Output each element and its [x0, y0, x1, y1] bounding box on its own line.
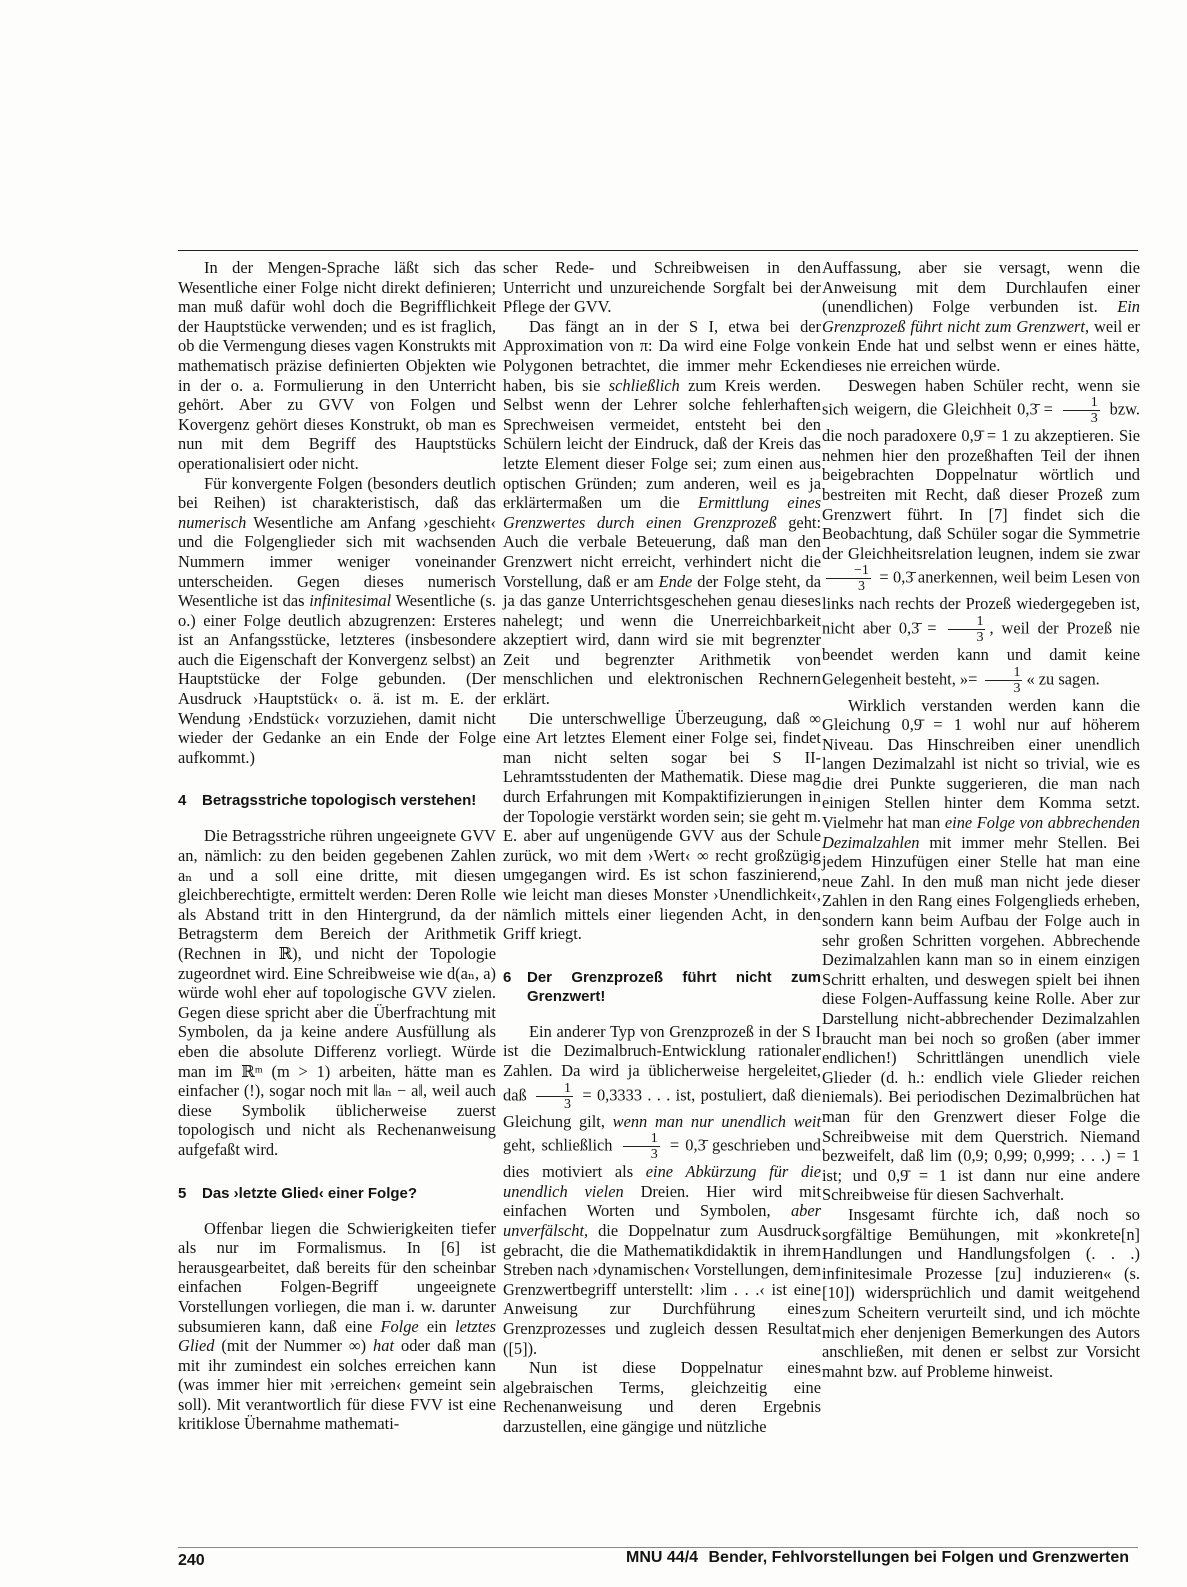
running-title: Bender, Fehlvorstellungen bei Folgen und Grenzwerten: [708, 1549, 1129, 1566]
page-number: 240: [178, 1552, 205, 1569]
section-heading-6: 6 Der Grenzprozeß führt nicht zum Grenzwert!: [503, 968, 821, 1005]
fraction-minus-one-third: $\frac{-1}{3}$: [826, 563, 871, 594]
paragraph: Das fängt an in der S I, etwa bei der Approximation von π: Da wird eine Folge von Polygonen betrachtet, die immer mehr Ecken haben, bis sie schließlich zum Kreis werden. Selbst wenn der Lehrer solche fehlerhaften Sprechweisen vermeidet, entsteht bei den Schülern leicht der Eindruck, daß der Kreis das letzte Element dieser Folge sei; zum einen aus optischen Gründen; zum anderen, weil es ja erklärtermaßen um die Ermittlung eines Grenzwertes durch einen Grenzprozeß geht: Auch die verbale Beteuerung, daß man den Grenzwert nicht erreicht, verhindert nicht die Vorstellung, daß er am Ende der Folge steht, da ja das ganze Unterrichtsgeschehen genau dieses nahelegt; und wenn die Unerreichbarkeit akzeptiert wird, dann wird sie mit begrenzter Zeit und begrenzter Arithmetik von menschlichen und elektronischen Rechnern erklärt.: [503, 316, 821, 709]
paragraph: scher Rede- und Schreibweisen in den Unterricht und unzureichende Sorgfalt bei der Pflege der GVV.: [503, 258, 821, 317]
paragraph: Wirklich verstanden werden kann die Gleichung 0,9̄ = 1 wohl nur auf höherem Niveau. Das Hinschreiben einer unendlich langen Dezimalzahl ist nicht so trivial, wie es die drei Punkte suggerieren, die man nach einigen Stellen hinter dem Komma setzt. Vielmehr hat man eine Folge von abbrechenden Dezimalzahlen mit immer mehr Stellen. Bei jedem Hinzufügen einer Stelle hat man eine neue Zahl. In den muß man nicht jede dieser Zahlen in den Rang eines Folgenglieds erheben, sondern kann beim Aufbau der Folge auch in sehr großen Schritten vorgehen. Abbrechende Dezimalzahlen kann man so in einem einzigen Schritt erhalten, und deswegen spielt bei ihnen diese Folgen-Auffassung keine Rolle. Aber zur Darstellung nicht-abbrechender Dezimalzahlen braucht man bei noch so großen (aber immer endlichen!) Schrittlängen unendlich viele Glieder (d. h.: endlich viele Glieder reichen niemals). Bei periodischen Dezimalbrüchen hat man für den Grenzwert dieser Folge die Schreibweise mit dem Querstrich. Niemand bezweifelt, daß lim (0,9; 0,99; 0,999; . . .) = 1 ist; und 0,9̄ = 1 ist dann nur eine andere Schreibweise für diesen Sachverhalt.: [822, 695, 1140, 1205]
paragraph: Die unterschwellige Überzeugung, daß ∞ eine Art letztes Element einer Folge sei, findet man nicht selten sogar bei S II-Lehramtsstudenten der Mathematik. Diese mag durch Erfahrungen mit Kompaktifizierungen in der Topologie verstärkt worden sein; sie geht m. E. aber auf ungenügende GVV aus der Schule zurück, wo mit dem ›Wert‹ ∞ recht großzügig umgegangen wird. Es ist schon faszinierend, wie leicht man dieses Monster ›Unendlichkeit‹, nämlich mittels einer liegenden Acht, in den Griff kriegt.: [503, 708, 821, 944]
column-3: [822, 258, 1140, 1381]
paragraph: In der Mengen-Sprache läßt sich das Wesentliche einer Folge nicht direkt definieren; man muß dafür wohl doch die Begrifflichkeit der Hauptstücke verwenden; und es ist fraglich, ob die Vermengung dieses vagen Konstrukts mit mathematisch präzise definierten Objekten wie in der o. a. Formulierung in den Unterricht gehört. Aber zu GVV von Folgen und Kovergenz gehört dieses Konstrukt, ob man es nun mit dem Begriff des Hauptstücks operationalisiert oder nicht.: [178, 258, 496, 473]
paragraph: Ein anderer Typ von Grenzprozeß in der S I ist die Dezimalbruch-Entwicklung rationaler Zahlen. Da wird ja üblicherweise hergeleitet, daß $\frac{1}{3}$ = 0,3333 . . . ist, postuliert, daß die Gleichung gilt, wenn man nur unendlich weit geht, schließlich $\frac{1}{3}$ = 0,3̄ geschrieben und dies motiviert als eine Abkürzung für die unendlich vielen Dreien. Hier wird mit einfachen Worten und Symbolen, aber unverfälscht, die Doppelnatur zum Ausdruck gebracht, die die Mathematikdidaktik in ihrem Streben nach ›dynamischen‹ Vorstellungen, dem Grenzwertbegriff unterstellt: ›lim . . .‹ ist eine Anweisung zur Durchführung eines Grenzprozesses und zugleich dessen Resultat ([5]).: [503, 1021, 821, 1358]
paragraph: Deswegen haben Schüler recht, wenn sie sich weigern, die Gleichheit 0,3̄ = $\frac{1}{3}$ bzw. die noch paradoxere 0,9̄ = 1 zu akzeptieren. Sie nehmen hier den prozeßhaften Teil der ihnen beigebrachten Doppelnatur wörtlich und bestreiten mit Recht, daß dieser Prozeß zum Grenzwert führt. In [7] findet sich die Beobachtung, daß Schüler sogar die Symmetrie der Gleichheitsrelation leugnen, indem sie zwar $\frac{-1}{3}$ = 0,3̄ anerkennen, weil beim Lesen von links nach rechts der Prozeß wiedergegeben ist, nicht aber 0,3̄ = $\frac{1}{3}$ , weil der Prozeß nie beendet werden kann und damit keine Gelegenheit besteht, »= $\frac{1}{3}$ « zu sagen.: [822, 375, 1140, 696]
fraction-one-third: $\frac{1}{3}$: [985, 665, 1022, 696]
journal-label: MNU 44/4: [626, 1549, 699, 1566]
paragraph: Nun ist diese Doppelnatur eines algebraischen Terms, gleichzeitig eine Rechenanweisung und deren Ergebnis darzustellen, eine gängige und nützliche: [503, 1358, 821, 1436]
fraction-one-third: $\frac{1}{3}$: [623, 1131, 660, 1162]
fraction-one-third: $\frac{1}{3}$: [1063, 395, 1100, 426]
paragraph: Die Betragsstriche rühren ungeeignete GVV an, nämlich: zu den beiden gegebenen Zahlen aₙ und a soll eine dritte, mit diesen gleichberechtigte, ermittelt werden: Deren Rolle als Abstand tritt in den Hintergrund, da der Betragsterm dem Bereich der Arithmetik (Rechnen in ℝ), und nicht der Topologie zugeordnet wird. Eine Schreibweise wie d(aₙ, a) würde wohl eher auf topologische GVV zielen. Gegen diese spricht aber die Überfrachtung mit Symbolen, da ja keine andere Ausfüllung als eben die absolute Differenz vorliegt. Würde man im ℝᵐ (m > 1) arbeiten, hätte man es einfacher (!), sogar noch mit ‖aₙ − a‖, weil auch diese Symbolik üblicherweise zuerst topologisch und nicht als Rechenanweisung aufgefaßt wird.: [178, 826, 496, 1159]
paragraph: Auffassung, aber sie versagt, wenn die Anweisung mit dem Durchlaufen einer (unendlichen) Folge verbunden ist. Ein Grenzprozeß führt nicht zum Grenzwert, weil er kein Ende hat und selbst wenn er eines hätte, dieses nie erreichen würde.: [822, 258, 1140, 375]
column-2: [503, 258, 821, 1436]
paragraph: Offenbar liegen die Schwierigkeiten tiefer als nur im Formalismus. In [6] ist herausgearbeitet, daß bereits für den scheinbar einfachen Folgen-Begriff ungeeignete Vorstellungen vorliegen, die man i. w. darunter subsumieren kann, daß eine Folge ein letztes Glied (mit der Nummer ∞) hat oder daß man mit ihr zumindest ein solches erreichen kann (was immer hier mit ›erreichen‹ gemeint sein soll). Mit verantwortlich für diese FVV ist eine kritiklose Übernahme mathemati-: [178, 1218, 496, 1434]
section-heading-5: 5 Das ›letzte Glied‹ einer Folge?: [178, 1184, 418, 1202]
section-heading-4: 4 Betragsstriche topologisch verstehen!: [178, 792, 477, 810]
bottom-rule: [178, 1547, 1138, 1548]
paragraph: Für konvergente Folgen (besonders deutlich bei Reihen) ist charakteristisch, daß das numerisch Wesentliche am Anfang ›geschieht‹ und die Folgenglieder sich mit wachsenden Nummern immer weniger voneinander unterscheiden. Gegen dieses numerisch Wesentliche ist das infinitesimal Wesentliche (s. o.) einer Folge deutlich abzugrenzen: Ersteres ist an Anfangsstücke, letzteres (insbesondere auch die Eigenschaft der Konvergenz selbst) an Hauptstücke der Folge gebunden. (Der Ausdruck ›Hauptstück‹ o. ä. ist m. E. der Wendung ›Endstück‹ vorzuziehen, damit nicht wieder der Gedanke an ein Ende der Folge aufkommt.): [178, 473, 496, 767]
running-footer: [620, 1549, 1129, 1567]
top-rule: [178, 250, 1138, 251]
column-1: [178, 258, 496, 1434]
paragraph: Insgesamt fürchte ich, daß noch so sorgfältige Bemühungen, mit »konkrete[n] Handlungen und Handlungsfolgen (. . .) infinitesimale Prozesse [zu] induzieren« (s. [10]) widersprüchlich und damit weitgehend zum Scheitern verurteilt sind, und ich möchte mich eher denjenigen Bemerkungen des Autors anschließen, mit denen er selbst zur Vorsicht mahnt bzw. auf Probleme hinweist.: [822, 1204, 1140, 1381]
fraction-one-third: $\frac{1}{3}$: [536, 1081, 573, 1112]
fraction-one-third: $\frac{1}{3}$: [948, 614, 985, 645]
